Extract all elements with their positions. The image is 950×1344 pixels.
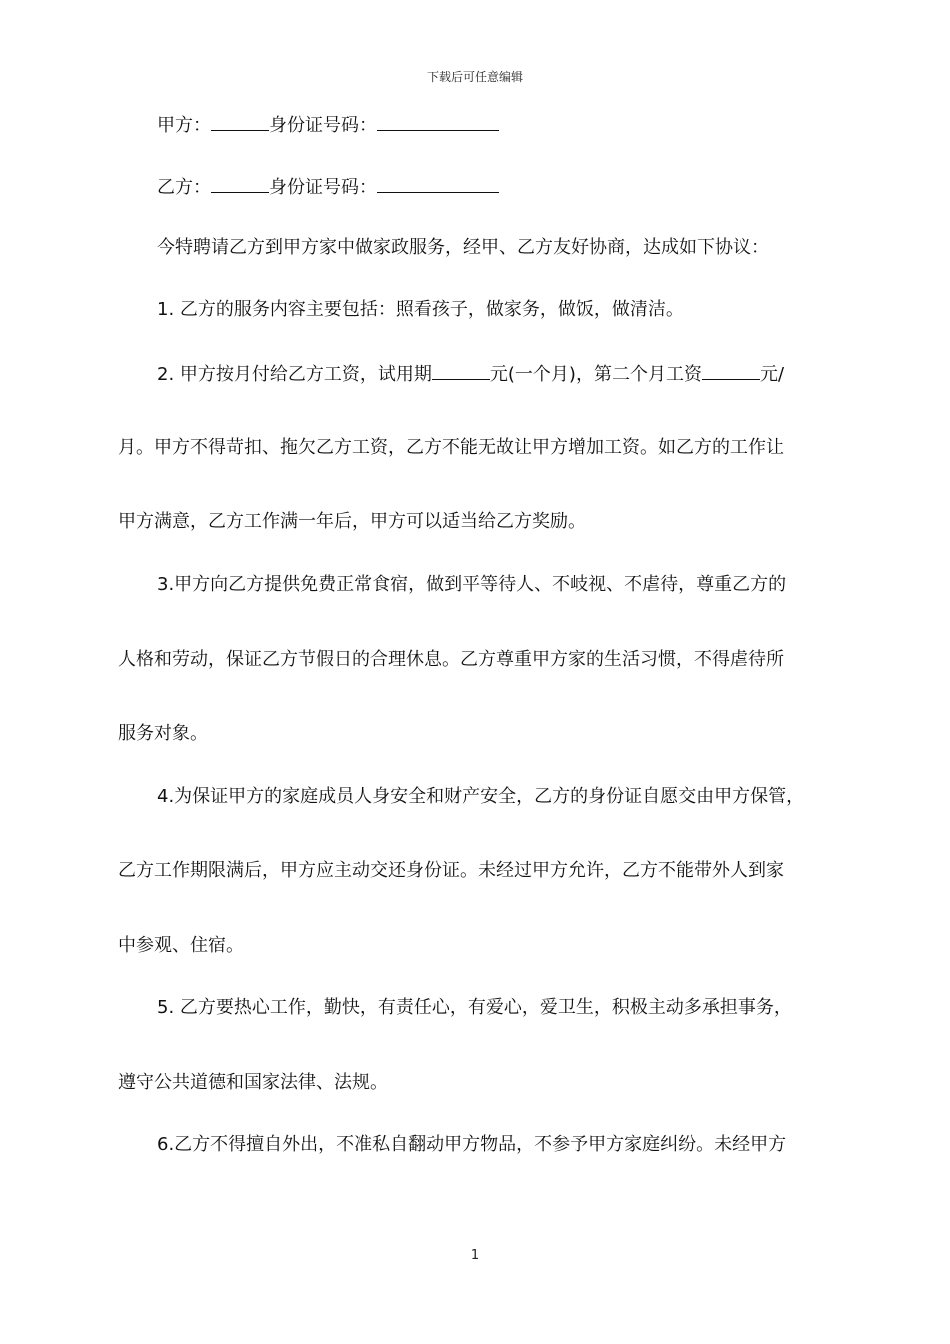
party-b-id-field[interactable] — [377, 174, 499, 193]
clause-4-line-1: 4.为保证甲方的家庭成员人身安全和财产安全，乙方的身份证自愿交由甲方保管， — [157, 786, 805, 807]
monthly-salary-field[interactable] — [702, 361, 760, 380]
clause-2-text-c: 元/ — [759, 364, 785, 385]
clause-1: 1. 乙方的服务内容主要包括：照看孩子，做家务，做饭，做清洁。 — [157, 299, 684, 320]
clause-3-line-2: 人格和劳动，保证乙方节假日的合理休息。乙方尊重甲方家的生活习惯，不得虐待所 — [118, 649, 784, 670]
clause-6-line-1: 6.乙方不得擅自外出，不准私自翻动甲方物品，不参予甲方家庭纠纷。未经甲方 — [157, 1134, 787, 1155]
intro-paragraph: 今特聘请乙方到甲方家中做家政服务，经甲、乙方友好协商，达成如下协议： — [157, 237, 769, 258]
clause-2-text-a: 2. 甲方按月付给乙方工资，试用期 — [157, 364, 432, 385]
party-b-line — [157, 174, 834, 200]
party-b-id-label: 身份证号码： — [269, 177, 377, 198]
page-number: 1 — [470, 1248, 480, 1263]
party-a-name-field[interactable] — [211, 112, 269, 131]
party-a-id-field[interactable] — [377, 112, 499, 131]
clause-2-line-3: 甲方满意，乙方工作满一年后，甲方可以适当给乙方奖励。 — [118, 511, 586, 532]
clause-5-line-2: 遵守公共道德和国家法律、法规。 — [118, 1072, 388, 1093]
clause-3-line-3: 服务对象。 — [118, 723, 208, 744]
clause-3-line-1: 3.甲方向乙方提供免费正常食宿，做到平等待人、不岐视、不虐待，尊重乙方的 — [157, 574, 787, 595]
party-a-line — [157, 112, 834, 138]
party-a-id-label: 身份证号码： — [269, 115, 377, 136]
party-a-label: 甲方： — [157, 115, 211, 136]
party-b-label: 乙方： — [157, 177, 211, 198]
clause-2-line-2: 月。甲方不得苛扣、拖欠乙方工资，乙方不能无故让甲方增加工资。如乙方的工作让 — [118, 437, 784, 458]
page-header: 下载后可任意编辑 — [426, 70, 523, 84]
clause-4-line-3: 中参观、住宿。 — [118, 935, 244, 956]
party-b-name-field[interactable] — [211, 174, 269, 193]
clause-2-line-1 — [157, 361, 834, 387]
clause-2-text-b: 元(一个月)，第二个月工资 — [489, 364, 702, 385]
clause-5-line-1: 5. 乙方要热心工作，勤快，有责任心，有爱心，爱卫生，积极主动多承担事务， — [157, 997, 792, 1018]
clause-4-line-2: 乙方工作期限满后，甲方应主动交还身份证。未经过甲方允许，乙方不能带外人到家 — [118, 860, 784, 881]
trial-salary-field[interactable] — [432, 361, 490, 380]
